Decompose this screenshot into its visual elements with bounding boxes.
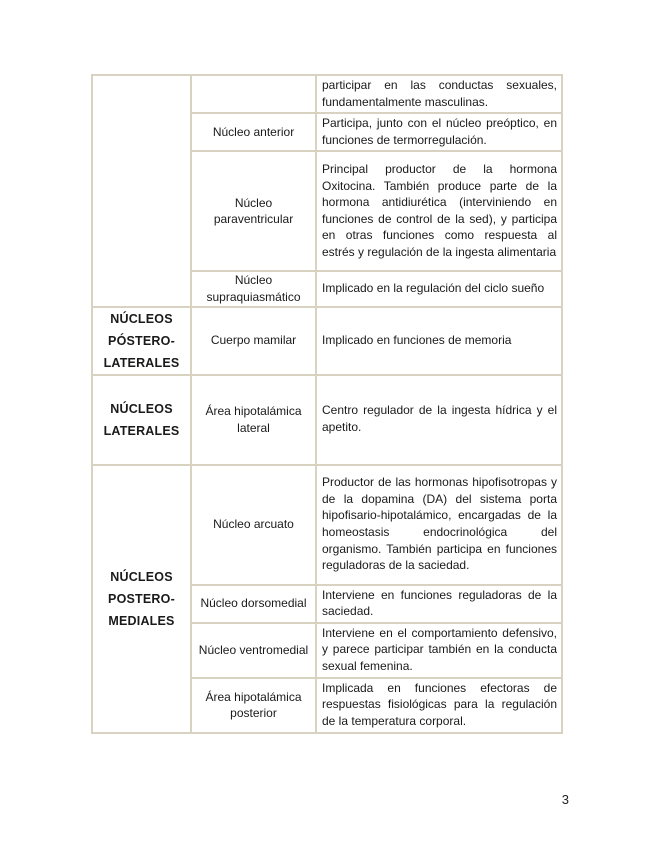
function-cell: Principal productor de la hormona Oxitocina. También produce parte de la hormona antidiurética (interviniendo en funciones de control de la sed), y participa en otras funciones como respuesta al estrés y regulación de la ingesta alimentaria bbox=[316, 151, 562, 271]
nucleus-cell: Núcleo supraquiasmático bbox=[191, 271, 316, 306]
page-number: 3 bbox=[561, 792, 569, 807]
function-cell: Implicada en funciones efectoras de respuestas fisiológicas para la regulación de la temperatura corporal. bbox=[316, 678, 562, 733]
function-cell: Productor de las hormonas hipofisotropas y de la dopamina (DA) del sistema porta hipofisario-hipotalámico, encargadas de la homeostasis endocrinológica del organismo. También participa en funciones reguladoras de la saciedad. bbox=[316, 465, 562, 585]
group-cell bbox=[92, 307, 191, 375]
nucleus-cell bbox=[191, 75, 316, 113]
nucleus-cell: Núcleo anterior bbox=[191, 113, 316, 151]
function-cell: Implicado en la regulación del ciclo sueño bbox=[316, 271, 562, 306]
group-label: NÚCLEOS PÓSTERO-LATERALES bbox=[103, 311, 180, 370]
nucleus-cell: Núcleo paraventricular bbox=[191, 151, 316, 271]
function-cell: Implicado en funciones de memoria bbox=[316, 307, 562, 375]
function-cell: Interviene en el comportamiento defensivo, y parece participar también en la conducta sexual femenina. bbox=[316, 623, 562, 678]
function-cell: Centro regulador de la ingesta hídrica y el apetito. bbox=[316, 375, 562, 465]
nucleus-cell: Núcleo dorsomedial bbox=[191, 585, 316, 623]
group-label: NÚCLEOS POSTERO-MEDIALES bbox=[108, 569, 175, 628]
table-row bbox=[92, 465, 562, 585]
nucleus-cell: Núcleo arcuato bbox=[191, 465, 316, 585]
function-cell: Participa, junto con el núcleo preóptico, en funciones de termorregulación. bbox=[316, 113, 562, 151]
function-cell: participar en las conductas sexuales, fundamentalmente masculinas. bbox=[316, 75, 562, 113]
group-cell bbox=[92, 375, 191, 465]
hypothalamic-nuclei-table bbox=[91, 74, 563, 734]
table-row bbox=[92, 75, 562, 113]
table-row bbox=[92, 307, 562, 375]
group-label: NÚCLEOS LATERALES bbox=[103, 401, 180, 438]
nucleus-cell: Cuerpo mamilar bbox=[191, 307, 316, 375]
group-cell bbox=[92, 75, 191, 307]
function-cell: Interviene en funciones reguladoras de la saciedad. bbox=[316, 585, 562, 623]
table-row bbox=[92, 375, 562, 465]
nucleus-cell: Área hipotalámica posterior bbox=[191, 678, 316, 733]
nucleus-cell: Núcleo ventromedial bbox=[191, 623, 316, 678]
group-cell bbox=[92, 465, 191, 733]
nucleus-cell: Área hipotalámica lateral bbox=[191, 375, 316, 465]
